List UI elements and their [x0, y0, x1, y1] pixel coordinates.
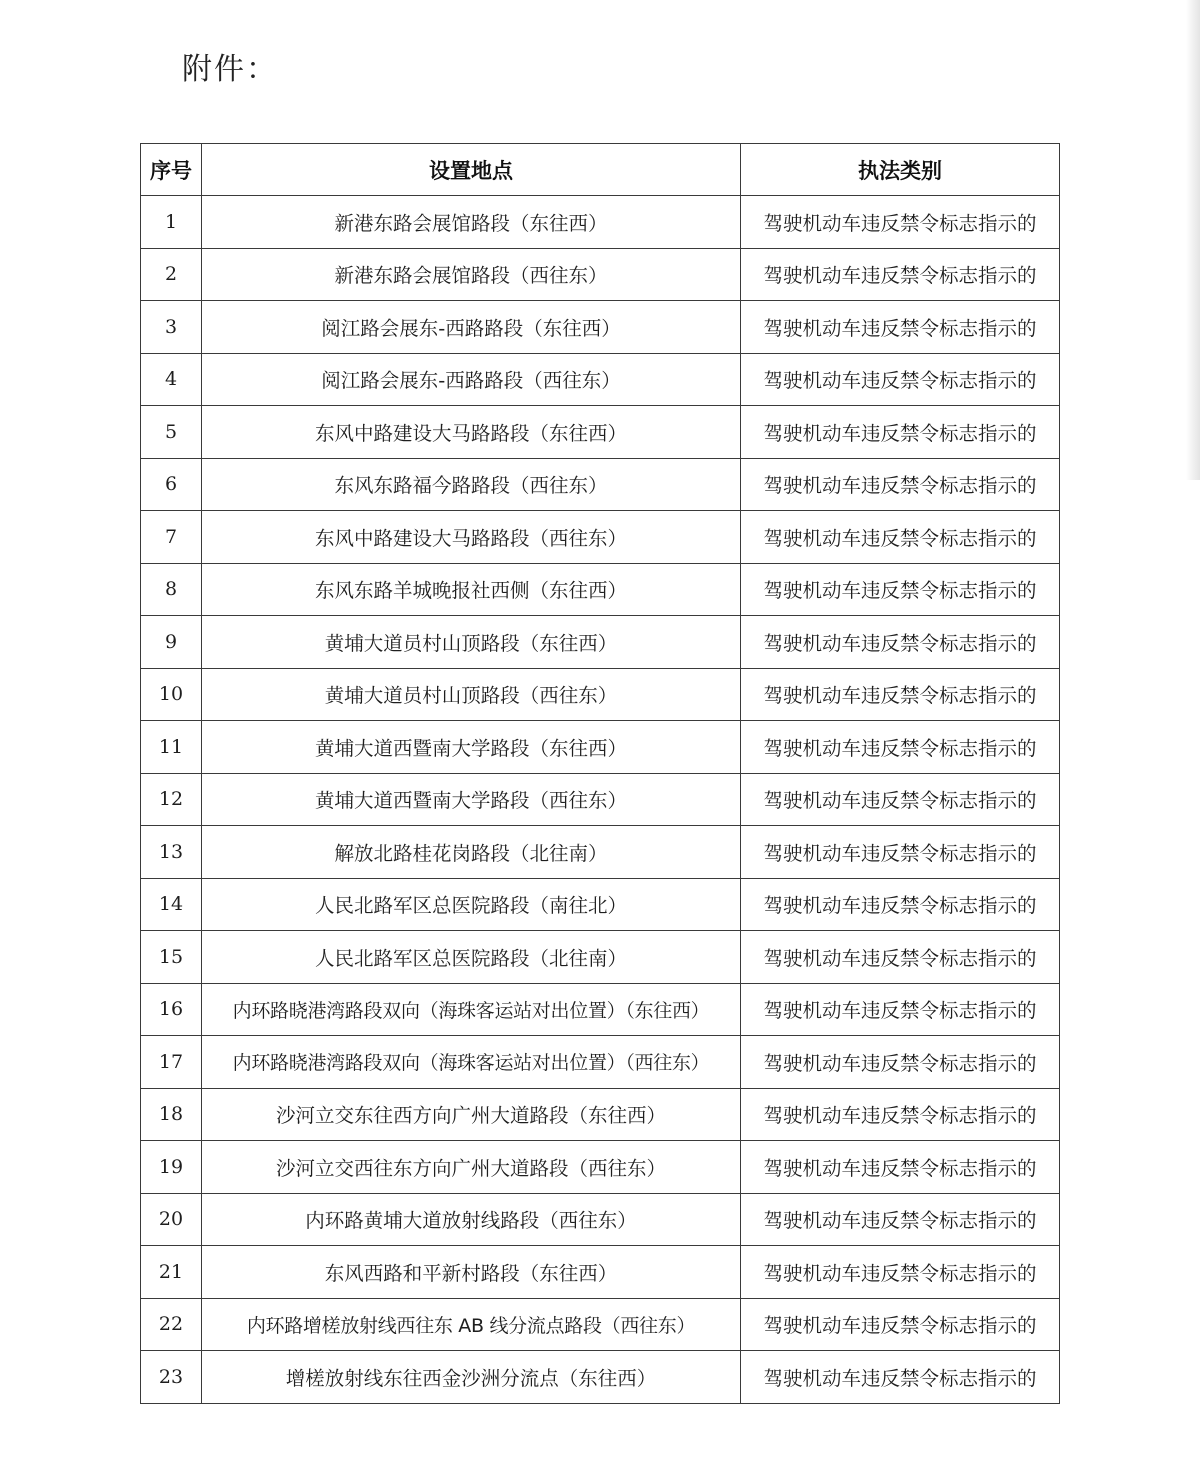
table-row [141, 983, 1060, 1036]
row-index: 13 [141, 826, 202, 879]
row-index: 7 [141, 511, 202, 564]
row-index: 3 [141, 301, 202, 354]
table-row [141, 1298, 1060, 1351]
row-index: 23 [141, 1351, 202, 1404]
table-row [141, 1141, 1060, 1194]
row-location: 人民北路军区总医院路段（北往南） [202, 931, 741, 984]
row-category: 驾驶机动车违反禁令标志指示的 [741, 773, 1060, 826]
table-row [141, 248, 1060, 301]
header-location: 设置地点 [202, 144, 741, 196]
row-location: 解放北路桂花岗路段（北往南） [202, 826, 741, 879]
row-category: 驾驶机动车违反禁令标志指示的 [741, 1193, 1060, 1246]
table-row [141, 1351, 1060, 1404]
table-row [141, 1193, 1060, 1246]
row-index: 19 [141, 1141, 202, 1194]
enforcement-locations-table [140, 143, 1060, 1404]
row-category: 驾驶机动车违反禁令标志指示的 [741, 196, 1060, 249]
row-category: 驾驶机动车违反禁令标志指示的 [741, 878, 1060, 931]
row-category: 驾驶机动车违反禁令标志指示的 [741, 1088, 1060, 1141]
row-location: 新港东路会展馆路段（东往西） [202, 196, 741, 249]
table-row [141, 563, 1060, 616]
row-location: 黄埔大道西暨南大学路段（西往东） [202, 773, 741, 826]
table-row [141, 1246, 1060, 1299]
row-category: 驾驶机动车违反禁令标志指示的 [741, 1298, 1060, 1351]
row-index: 11 [141, 721, 202, 774]
row-location: 内环路黄埔大道放射线路段（西往东） [202, 1193, 741, 1246]
row-category: 驾驶机动车违反禁令标志指示的 [741, 983, 1060, 1036]
table-row [141, 721, 1060, 774]
table-row [141, 616, 1060, 669]
row-index: 5 [141, 406, 202, 459]
row-location: 新港东路会展馆路段（西往东） [202, 248, 741, 301]
row-index: 18 [141, 1088, 202, 1141]
header-index: 序号 [141, 144, 202, 196]
table-row [141, 301, 1060, 354]
row-location: 东风中路建设大马路路段（西往东） [202, 511, 741, 564]
row-category: 驾驶机动车违反禁令标志指示的 [741, 458, 1060, 511]
page-title: 附件： [182, 52, 278, 87]
table-row [141, 878, 1060, 931]
row-category: 驾驶机动车违反禁令标志指示的 [741, 1141, 1060, 1194]
table-row [141, 196, 1060, 249]
row-index: 14 [141, 878, 202, 931]
row-location: 黄埔大道西暨南大学路段（东往西） [202, 721, 741, 774]
row-location: 黄埔大道员村山顶路段（东往西） [202, 616, 741, 669]
row-category: 驾驶机动车违反禁令标志指示的 [741, 563, 1060, 616]
page-edge-shadow [1186, 0, 1200, 480]
row-location: 阅江路会展东-西路路段（西往东） [202, 353, 741, 406]
row-location: 人民北路军区总医院路段（南往北） [202, 878, 741, 931]
row-index: 12 [141, 773, 202, 826]
row-location: 黄埔大道员村山顶路段（西往东） [202, 668, 741, 721]
row-index: 15 [141, 931, 202, 984]
row-category: 驾驶机动车违反禁令标志指示的 [741, 1246, 1060, 1299]
row-location: 东风东路羊城晚报社西侧（东往西） [202, 563, 741, 616]
row-location: 内环路晓港湾路段双向（海珠客运站对出位置）（西往东） [202, 1036, 741, 1089]
row-category: 驾驶机动车违反禁令标志指示的 [741, 301, 1060, 354]
table-row [141, 826, 1060, 879]
row-location: 阅江路会展东-西路路段（东往西） [202, 301, 741, 354]
row-location: 内环路增槎放射线西往东 AB 线分流点路段（西往东） [202, 1298, 741, 1351]
row-index: 21 [141, 1246, 202, 1299]
header-category: 执法类别 [741, 144, 1060, 196]
row-location: 东风西路和平新村路段（东往西） [202, 1246, 741, 1299]
row-location: 沙河立交东往西方向广州大道路段（东往西） [202, 1088, 741, 1141]
table-header-row [141, 144, 1060, 196]
table-body [141, 196, 1060, 1404]
table-row [141, 458, 1060, 511]
row-category: 驾驶机动车违反禁令标志指示的 [741, 1351, 1060, 1404]
row-index: 1 [141, 196, 202, 249]
row-category: 驾驶机动车违反禁令标志指示的 [741, 721, 1060, 774]
row-category: 驾驶机动车违反禁令标志指示的 [741, 826, 1060, 879]
table-row [141, 1088, 1060, 1141]
row-category: 驾驶机动车违反禁令标志指示的 [741, 511, 1060, 564]
row-index: 6 [141, 458, 202, 511]
row-category: 驾驶机动车违反禁令标志指示的 [741, 931, 1060, 984]
row-index: 4 [141, 353, 202, 406]
row-index: 17 [141, 1036, 202, 1089]
row-location: 东风中路建设大马路路段（东往西） [202, 406, 741, 459]
row-location: 沙河立交西往东方向广州大道路段（西往东） [202, 1141, 741, 1194]
row-category: 驾驶机动车违反禁令标志指示的 [741, 353, 1060, 406]
row-category: 驾驶机动车违反禁令标志指示的 [741, 668, 1060, 721]
row-index: 16 [141, 983, 202, 1036]
table-row [141, 406, 1060, 459]
row-index: 9 [141, 616, 202, 669]
row-category: 驾驶机动车违反禁令标志指示的 [741, 406, 1060, 459]
row-index: 2 [141, 248, 202, 301]
row-index: 8 [141, 563, 202, 616]
table-row [141, 1036, 1060, 1089]
row-category: 驾驶机动车违反禁令标志指示的 [741, 248, 1060, 301]
row-location: 增槎放射线东往西金沙洲分流点（东往西） [202, 1351, 741, 1404]
table-row [141, 773, 1060, 826]
row-category: 驾驶机动车违反禁令标志指示的 [741, 1036, 1060, 1089]
table-row [141, 931, 1060, 984]
row-index: 10 [141, 668, 202, 721]
row-location: 内环路晓港湾路段双向（海珠客运站对出位置）（东往西） [202, 983, 741, 1036]
table-row [141, 668, 1060, 721]
table-row [141, 353, 1060, 406]
row-category: 驾驶机动车违反禁令标志指示的 [741, 616, 1060, 669]
row-index: 20 [141, 1193, 202, 1246]
row-location: 东风东路福今路路段（西往东） [202, 458, 741, 511]
table-row [141, 511, 1060, 564]
row-index: 22 [141, 1298, 202, 1351]
